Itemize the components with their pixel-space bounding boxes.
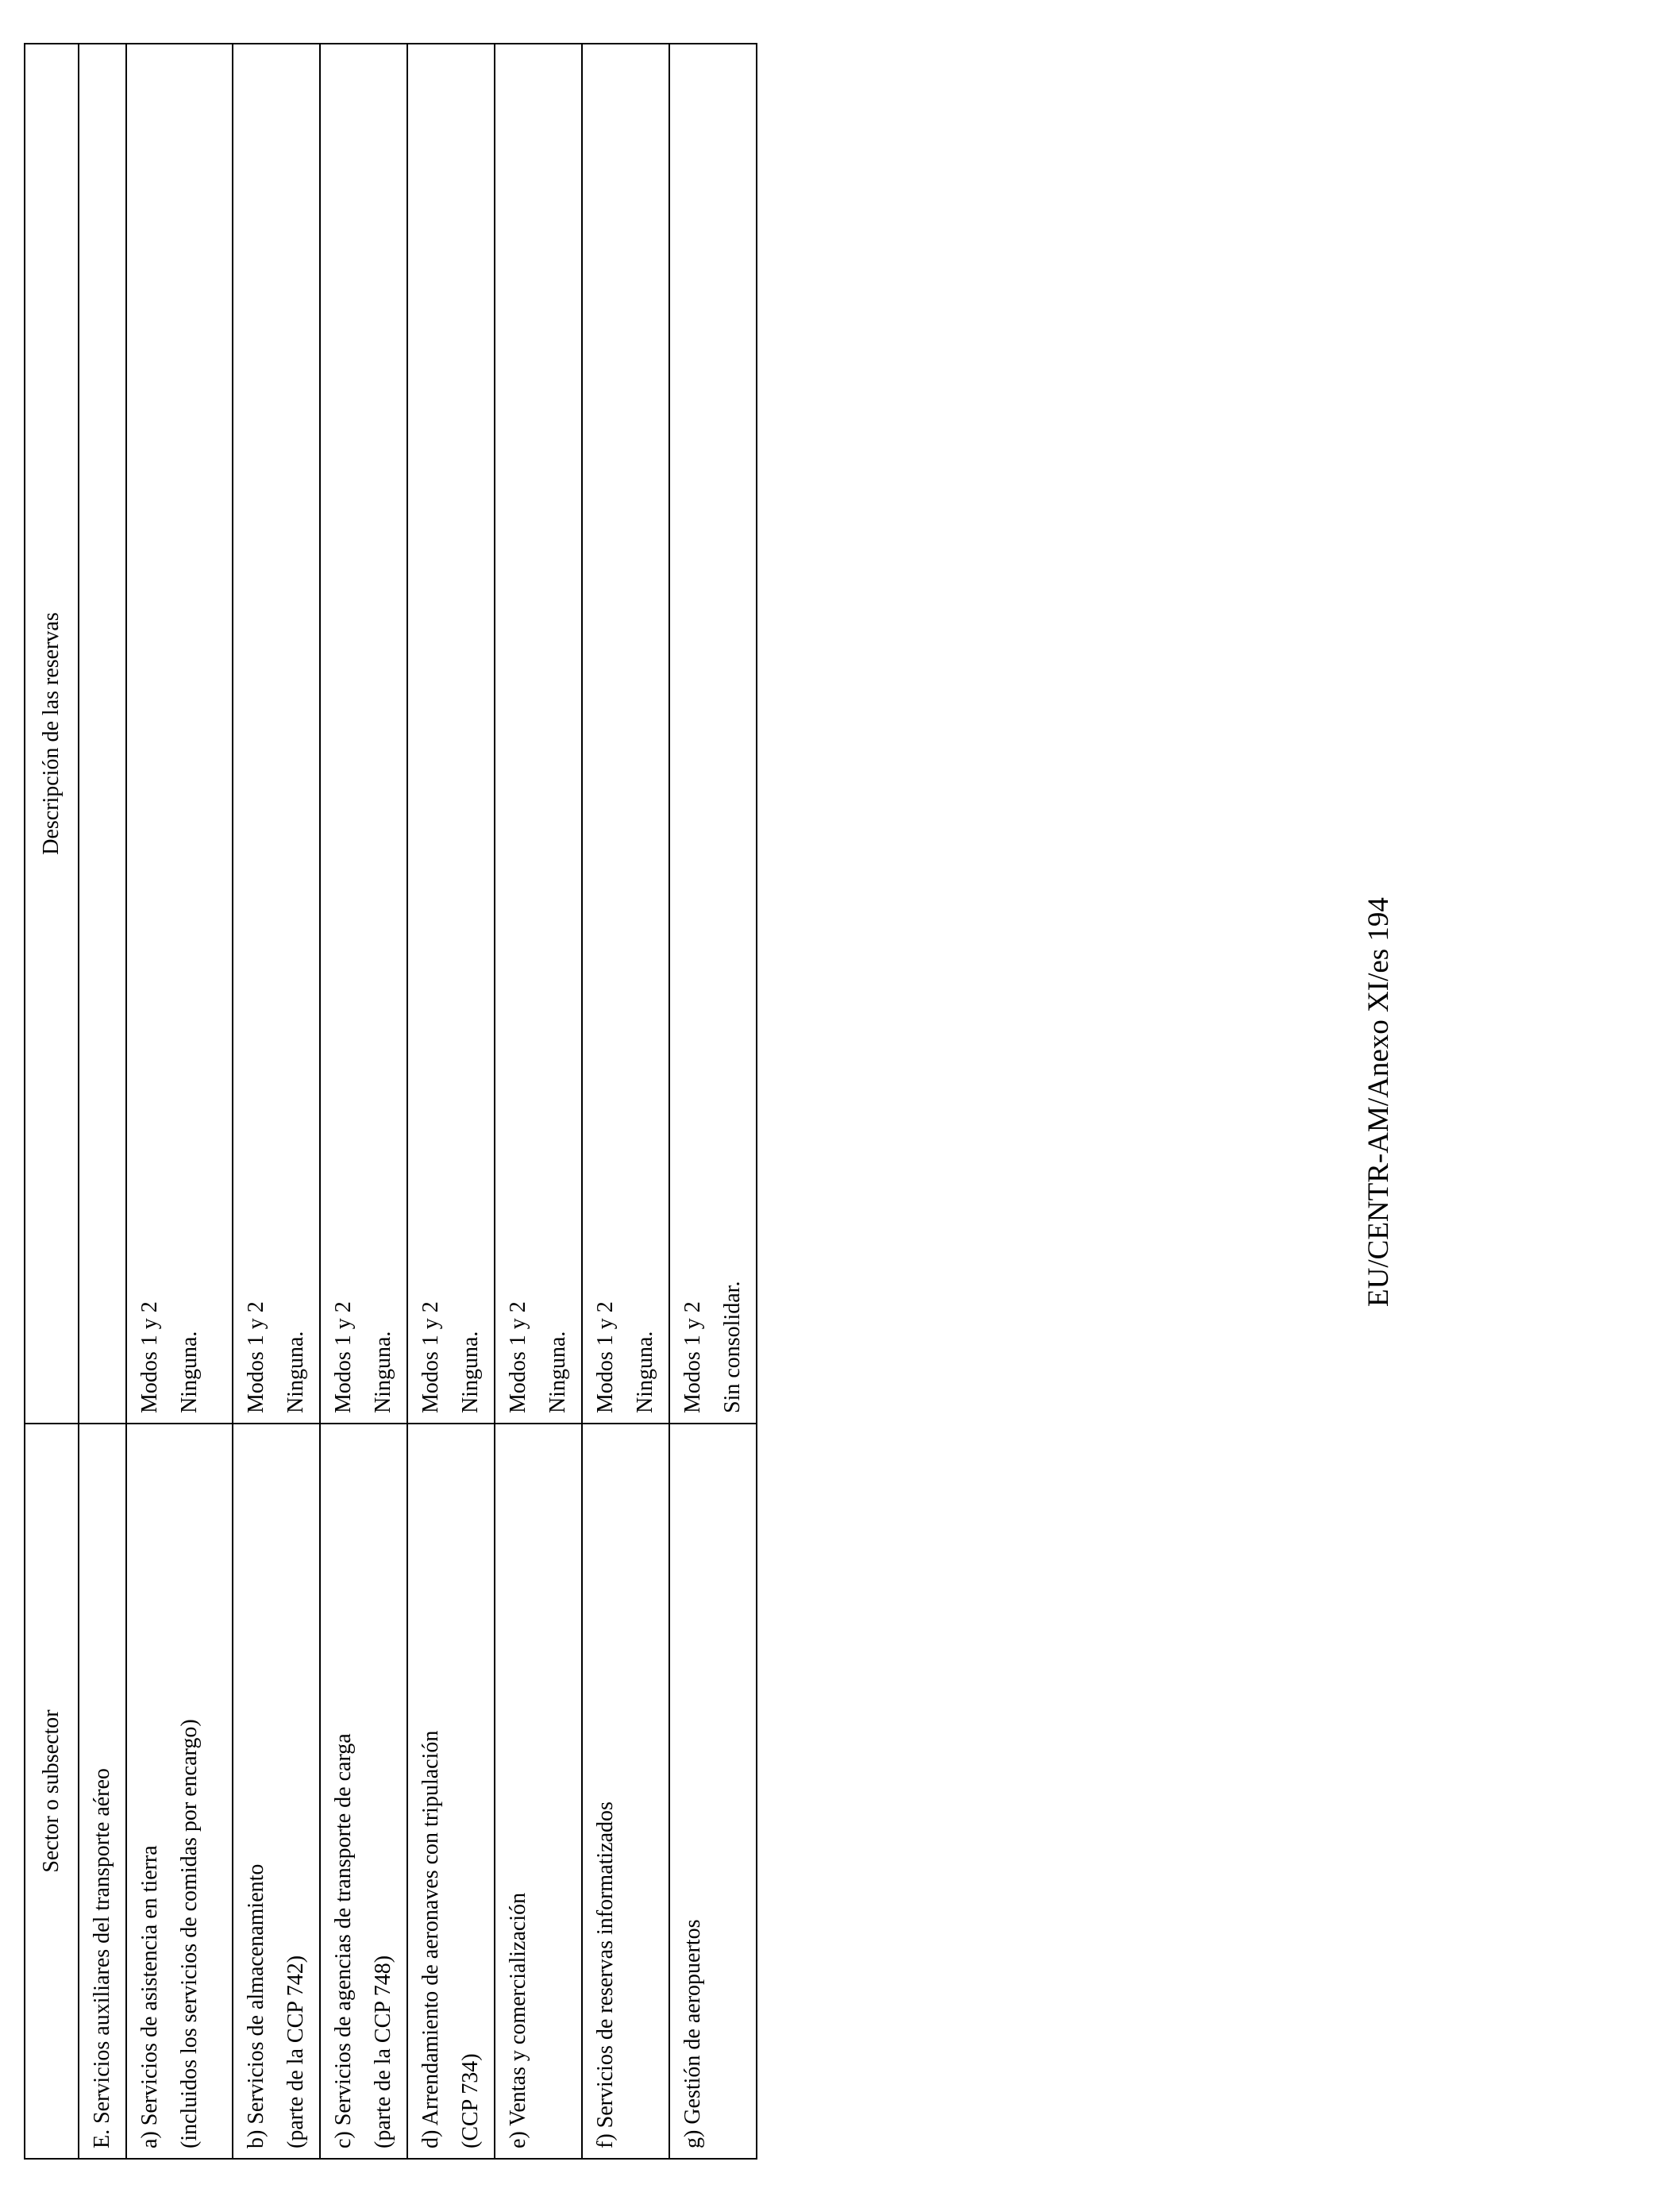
sector-line: e) Ventas y comercialización [506, 1892, 530, 2148]
sector-cell [233, 1424, 320, 2159]
sector-line: f) Servicios de reservas informatizados [593, 1801, 618, 2148]
sector-line: (incluidos los servicios de comidas por encargo) [177, 1719, 202, 2148]
section-title: E. Servicios auxiliares del transporte aéreo [79, 1424, 126, 2159]
description-line: Modos 1 y 2 [593, 1301, 618, 1413]
document-reference-footer: EU/CENTR-AM/Anexo XI/es 194 [1362, 897, 1395, 1307]
description-cell [126, 44, 233, 1424]
description-line: Ninguna. [371, 1331, 395, 1413]
description-line: Modos 1 y 2 [506, 1301, 530, 1413]
table-row [233, 44, 320, 2159]
sector-line: d) Arrendamiento de aeronaves con tripulación [418, 1730, 443, 2148]
description-line: Modos 1 y 2 [331, 1301, 356, 1413]
sector-line: a) Servicios de asistencia en tierra [137, 1845, 162, 2148]
description-line: Sin consolidar. [720, 1281, 745, 1413]
sector-cell [407, 1424, 495, 2159]
sector-line: (parte de la CCP 742) [283, 1955, 308, 2148]
sector-cell [495, 1424, 582, 2159]
table-row [669, 44, 757, 2159]
sector-cell [582, 1424, 669, 2159]
description-cell [582, 44, 669, 1424]
section-empty-cell [79, 44, 126, 1424]
description-line: Ninguna. [177, 1331, 202, 1413]
description-line: Ninguna. [458, 1331, 483, 1413]
description-line: Modos 1 y 2 [244, 1301, 268, 1413]
description-line: Ninguna. [545, 1331, 570, 1413]
table-row [407, 44, 495, 2159]
sector-line: c) Servicios de agencias de transporte de carga [331, 1733, 356, 2148]
description-line: Modos 1 y 2 [680, 1301, 705, 1413]
sector-cell [320, 1424, 407, 2159]
section-row [79, 44, 126, 2159]
table-row [320, 44, 407, 2159]
reserves-table [24, 43, 757, 2160]
sector-cell [669, 1424, 757, 2159]
table-row [582, 44, 669, 2159]
sector-line: b) Servicios de almacenamiento [244, 1863, 268, 2148]
header-sector: Sector o subsector [25, 1424, 79, 2159]
header-row [25, 44, 79, 2159]
sector-line: g) Gestión de aeropuertos [680, 1919, 705, 2148]
description-cell [495, 44, 582, 1424]
description-cell [669, 44, 757, 1424]
header-description: Descripción de las reservas [25, 44, 79, 1424]
description-line: Modos 1 y 2 [418, 1301, 443, 1413]
description-line: Modos 1 y 2 [137, 1301, 162, 1413]
description-cell [320, 44, 407, 1424]
description-cell [407, 44, 495, 1424]
sector-cell [126, 1424, 233, 2159]
description-line: Ninguna. [283, 1331, 308, 1413]
sector-line: (parte de la CCP 748) [371, 1955, 395, 2148]
description-line: Ninguna. [633, 1331, 657, 1413]
description-cell [233, 44, 320, 1424]
table-row [495, 44, 582, 2159]
table-row [126, 44, 233, 2159]
sector-line: (CCP 734) [458, 2053, 483, 2148]
